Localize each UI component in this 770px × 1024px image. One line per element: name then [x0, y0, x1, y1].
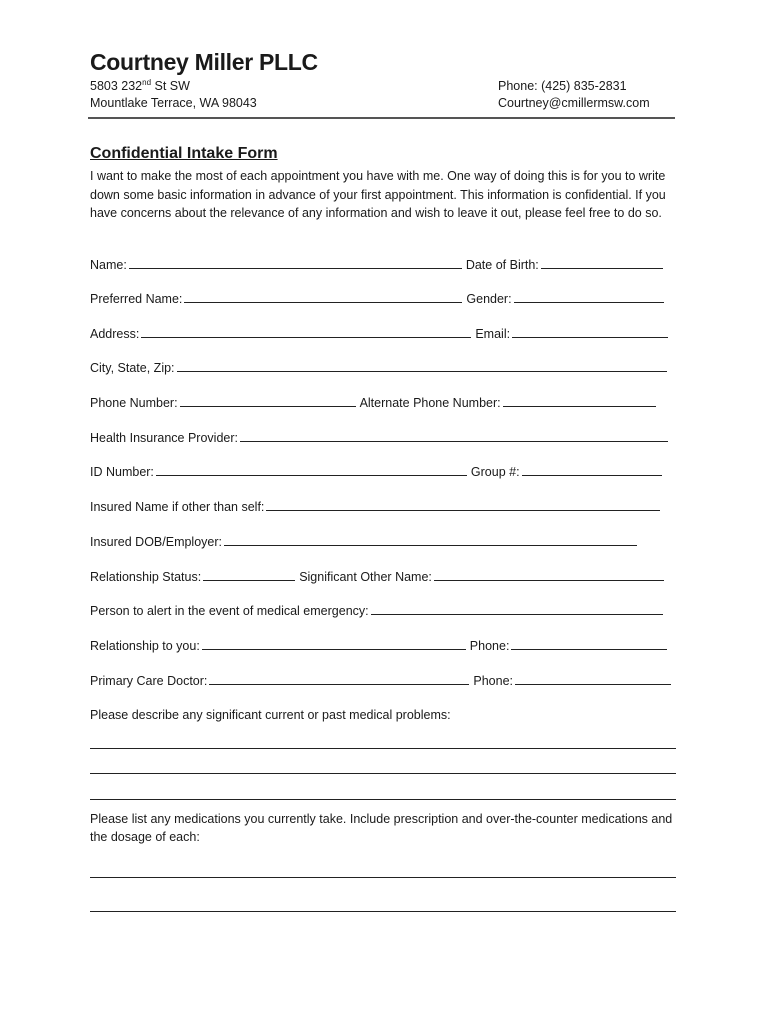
street-ordinal: nd [142, 77, 152, 87]
form-intro: I want to make the most of each appointment you have with me. One way of doing this is for you to write down some basic information in advance of your first appointment. This information is confidential. If you have concerns about the relevance of any information and wish to leave it out, please feel free to do so. [90, 169, 666, 220]
relationship-to-you-field[interactable] [202, 637, 466, 650]
group-field[interactable] [522, 463, 662, 476]
primary-care-label: Primary Care Doctor: [90, 674, 208, 688]
organization-address [90, 78, 257, 112]
row-preferred-gender [90, 290, 678, 306]
organization-contact [498, 78, 650, 112]
header-divider [88, 117, 675, 119]
row-emergency-contact [90, 602, 678, 618]
relationship-phone-label: Phone: [469, 639, 510, 653]
street-number: 5803 232 [90, 79, 143, 93]
relationship-to-you-label: Relationship to you: [90, 639, 200, 653]
insurance-provider-field[interactable] [240, 429, 668, 442]
insured-name-label: Insured Name if other than self: [90, 500, 265, 514]
row-relationship [90, 568, 678, 584]
address-city: Mountlake Terrace, WA 98043 [90, 96, 257, 110]
relationship-status-label: Relationship Status: [90, 570, 202, 584]
relationship-status-field[interactable] [203, 568, 295, 581]
row-insured-name [90, 498, 678, 514]
preferred-name-label: Preferred Name: [90, 292, 183, 306]
relationship-phone-field[interactable] [511, 637, 667, 650]
gender-field[interactable] [514, 290, 664, 303]
primary-care-field[interactable] [209, 672, 469, 685]
id-number-label: ID Number: [90, 465, 154, 479]
phone-number-field[interactable] [180, 394, 356, 407]
alt-phone-field[interactable] [503, 394, 656, 407]
address-street [90, 78, 257, 95]
insured-dob-label: Insured DOB/Employer: [90, 535, 222, 549]
row-city-state-zip [90, 359, 678, 375]
row-insured-dob [90, 533, 678, 549]
medications-line-2[interactable] [90, 911, 676, 912]
address-label: Address: [90, 327, 140, 341]
medical-problems-line-1[interactable] [90, 748, 676, 749]
contact-email: Courtney@cmillermsw.com [498, 96, 650, 110]
form-title: Confidential Intake Form [90, 145, 278, 162]
insured-dob-field[interactable] [224, 533, 637, 546]
medications-prompt: Please list any medications you currently take. Include prescription and over-the-counter medications and the dosage of each: [90, 812, 673, 844]
significant-other-field[interactable] [434, 568, 664, 581]
city-state-zip-label: City, State, Zip: [90, 361, 175, 375]
row-id-group [90, 463, 678, 479]
organization-name: Courtney Miller PLLC [90, 49, 318, 75]
row-phones [90, 394, 678, 410]
row-insurance-provider [90, 429, 678, 445]
medical-problems-line-2[interactable] [90, 773, 676, 774]
name-field[interactable] [129, 256, 462, 269]
dob-label: Date of Birth: [465, 258, 539, 272]
emergency-contact-field[interactable] [371, 602, 663, 615]
row-relationship-phone [90, 637, 678, 653]
medical-problems-line-3[interactable] [90, 799, 676, 800]
insured-name-field[interactable] [266, 498, 660, 511]
street-name: St SW [151, 79, 190, 93]
contact-phone: Phone: (425) 835-2831 [498, 79, 627, 93]
name-label: Name: [90, 258, 127, 272]
dob-field[interactable] [541, 256, 663, 269]
preferred-name-field[interactable] [184, 290, 462, 303]
phone-number-label: Phone Number: [90, 396, 178, 410]
email-field[interactable] [512, 325, 668, 338]
gender-label: Gender: [466, 292, 512, 306]
city-state-zip-field[interactable] [177, 359, 667, 372]
row-address-email [90, 325, 678, 341]
insurance-provider-label: Health Insurance Provider: [90, 431, 238, 445]
primary-care-phone-field[interactable] [515, 672, 671, 685]
medical-problems-prompt: Please describe any significant current or past medical problems: [90, 708, 451, 722]
medications-line-1[interactable] [90, 877, 676, 878]
id-number-field[interactable] [156, 463, 467, 476]
emergency-contact-label: Person to alert in the event of medical emergency: [90, 604, 369, 618]
primary-care-phone-label: Phone: [473, 674, 514, 688]
address-field[interactable] [141, 325, 471, 338]
row-primary-care [90, 672, 678, 688]
email-label: Email: [475, 327, 511, 341]
significant-other-label: Significant Other Name: [299, 570, 432, 584]
group-label: Group #: [470, 465, 520, 479]
alt-phone-label: Alternate Phone Number: [359, 396, 501, 410]
row-name-dob [90, 256, 678, 272]
